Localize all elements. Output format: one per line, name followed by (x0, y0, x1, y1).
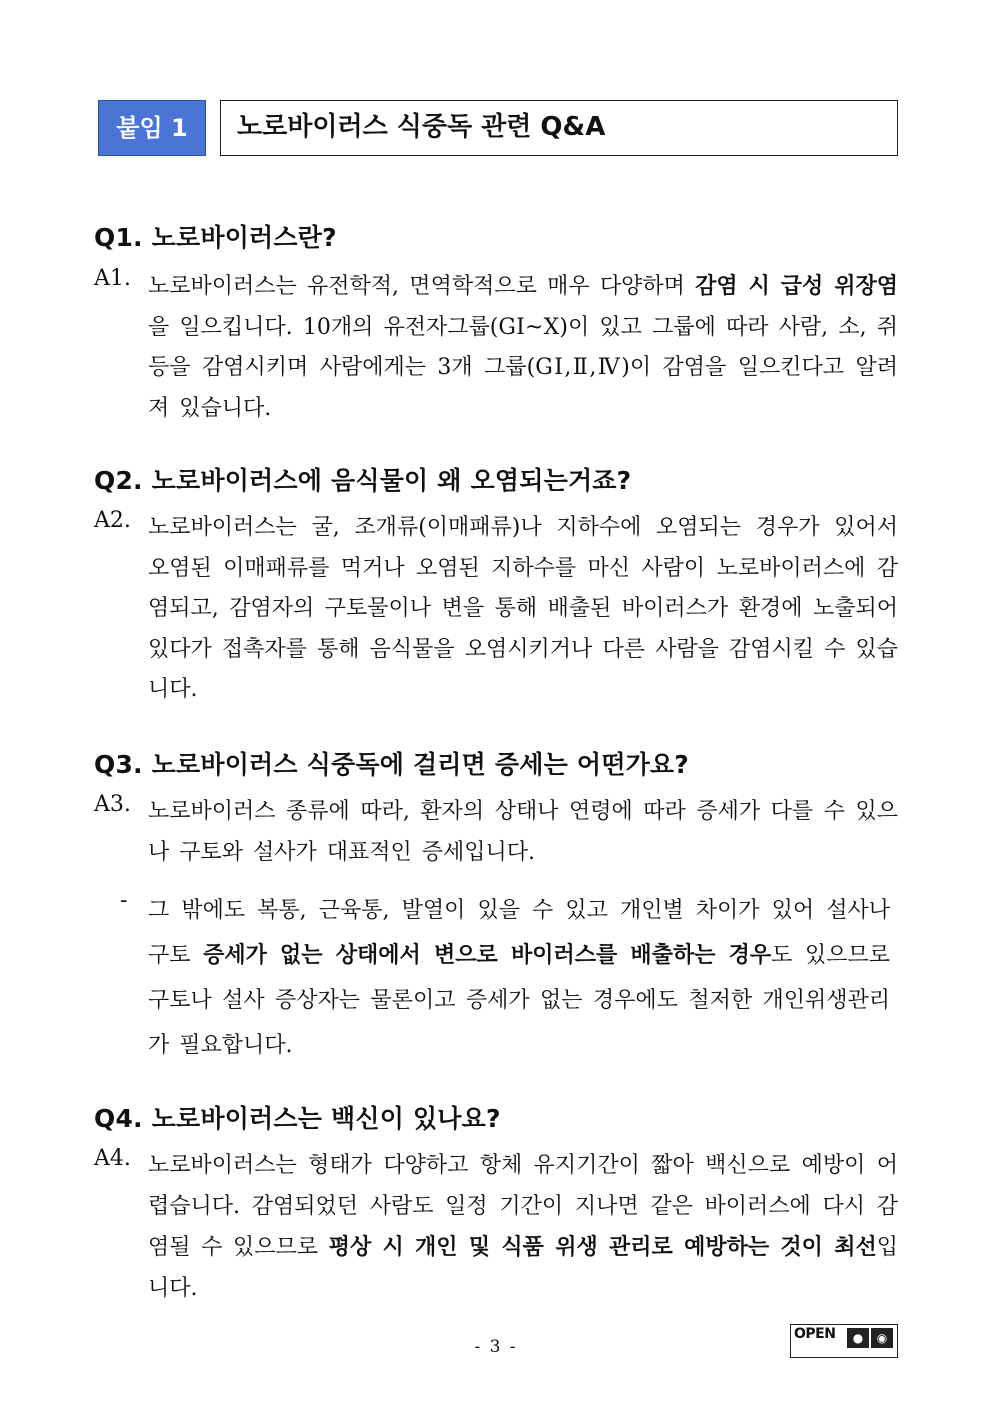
emphasis: 증세가 없는 상태에서 변으로 바이러스를 배출하는 경우 (203, 942, 772, 968)
answer-text: 노로바이러스는 형태가 다양하고 항체 유지기간이 짧아 백신으로 예방이 어렵습니다. 감염되었던 사람도 일정 기간이 지나면 같은 바이러스에 다시 감염될 수 있으므로 평상 시 개인 및 식품 위생 관리로 예방하는 것이 최선입니다. (148, 1153, 898, 1301)
open-license-logo (790, 1324, 898, 1358)
answer-label: A1. (94, 266, 131, 291)
question-4: Q4. 노로바이러스는 백신이 있나요? (94, 1104, 501, 1133)
question-2: Q2. 노로바이러스에 음식물이 왜 오염되는거죠? (94, 466, 632, 495)
answer-label: A3. (94, 792, 131, 817)
answer-text: 노로바이러스 종류에 따라, 환자의 상태나 연령에 따라 증세가 다를 수 있으나 구토와 설사가 대표적인 증세입니다. (148, 799, 898, 865)
emphasis: 평상 시 개인 및 식품 위생 관리로 예방하는 것이 최선 (328, 1234, 877, 1260)
answer-2 (94, 508, 898, 711)
answer-text: 노로바이러스는 유전학적, 면역학적으로 매우 다양하며 감염 시 급성 위장염을 일으킵니다. 10개의 유전자그룹(GⅠ~Ⅹ)이 있고 그룹에 따라 사람, 소, 쥐 등을 감염시키며 사람에게는 3개 그룹(GⅠ,Ⅱ,Ⅳ)이 감염을 일으킨다고 알려져 있습니다. (148, 273, 898, 421)
page-number: - 3 - (474, 1337, 518, 1357)
attachment-tag: 붙임 1 (98, 100, 206, 156)
page-title: 노로바이러스 식중독 관련 Q&A (220, 100, 898, 156)
answer-text: 노로바이러스는 굴, 조개류(이매패류)나 지하수에 오염되는 경우가 있어서 오염된 이매패류를 먹거나 오염된 지하수를 마신 사람이 노로바이러스에 감염되고, 감염자의 구토물이나 변을 통해 배출된 바이러스가 환경에 노출되어 있다가 접촉자를 통해 음식물을 오염시키거나 다른 사람을 감염시킬 수 있습니다. (148, 515, 898, 702)
answer-3 (94, 792, 898, 873)
attachment-header (98, 100, 898, 156)
emphasis: 감염 시 급성 위장염 (695, 273, 898, 299)
person-icon: ● (847, 1328, 869, 1348)
no-derivative-icon: ◉ (871, 1328, 893, 1348)
answer-1 (94, 266, 898, 429)
question-3: Q3. 노로바이러스 식중독에 걸리면 증세는 어떤가요? (94, 750, 689, 779)
answer-3-bullet (120, 888, 890, 1068)
answer-label: A4. (94, 1146, 131, 1171)
bullet-text: 그 밖에도 복통, 근육통, 발열이 있을 수 있고 개인별 차이가 있어 설사나 구토 증세가 없는 상태에서 변으로 바이러스를 배출하는 경우도 있으므로 구토나 설사 증상자는 물론이고 증세가 없는 경우에도 철저한 개인위생관리가 필요합니다. (148, 898, 890, 1058)
answer-label: A2. (94, 508, 131, 533)
open-logo-text: OPEN (794, 1326, 836, 1342)
bullet-dash: - (120, 888, 128, 913)
answer-4 (94, 1146, 898, 1309)
question-1: Q1. 노로바이러스란? (94, 223, 337, 252)
